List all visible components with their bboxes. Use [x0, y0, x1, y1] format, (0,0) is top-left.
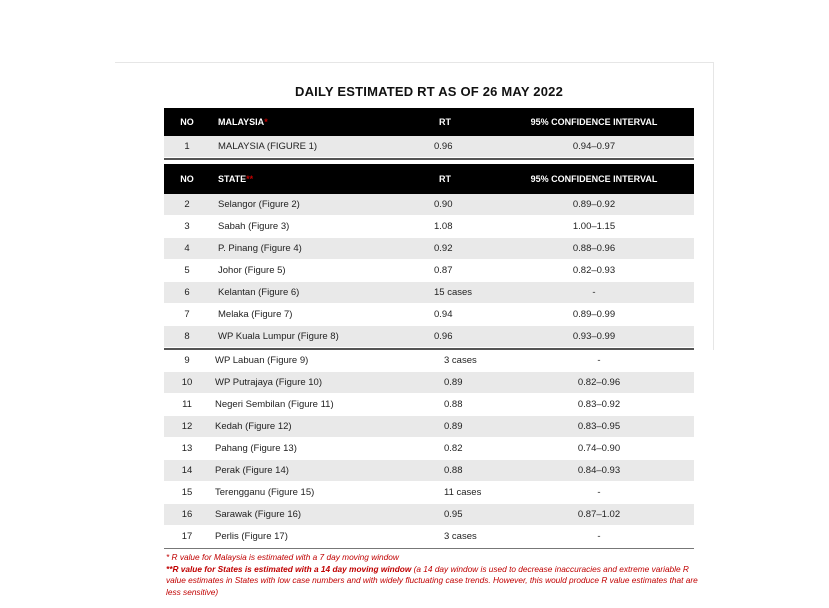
- table-row: [164, 460, 694, 482]
- table-row: [164, 304, 694, 326]
- row-no: 2: [184, 199, 190, 210]
- row-name: Perlis (Figure 17): [215, 531, 288, 542]
- row-no: 9: [184, 355, 190, 366]
- header-ci: 95% CONFIDENCE INTERVAL: [530, 174, 658, 184]
- row-rt: 11 cases: [444, 487, 482, 498]
- row-no: 17: [181, 531, 193, 542]
- row-rt: 0.96: [434, 331, 453, 342]
- row-name: Negeri Sembilan (Figure 11): [215, 399, 334, 410]
- row-ci: 0.89–0.99: [572, 309, 616, 320]
- row-name: Sarawak (Figure 16): [215, 509, 302, 520]
- table-row: [164, 526, 694, 548]
- row-no: 3: [184, 221, 190, 232]
- state-table: [164, 164, 694, 549]
- table-row: [164, 504, 694, 526]
- row-ci: -: [597, 355, 601, 366]
- row-name: WP Labuan (Figure 9): [215, 355, 309, 366]
- malaysia-table: [164, 108, 694, 160]
- malaysia-divider: [164, 158, 694, 160]
- table-row: [164, 282, 694, 304]
- malaysia-row: [164, 136, 694, 158]
- row-ci: 1.00–1.15: [572, 221, 616, 232]
- table-row: [164, 194, 694, 216]
- table-row: [164, 416, 694, 438]
- row-no: 1: [184, 141, 190, 152]
- row-rt: 0.82: [444, 443, 463, 454]
- state-asterisk: **: [246, 174, 254, 184]
- row-no: 4: [184, 243, 190, 254]
- row-name: MALAYSIA (FIGURE 1): [218, 141, 318, 152]
- row-rt: 0.88: [444, 399, 463, 410]
- panel-right-border: [713, 62, 714, 350]
- table-row: [164, 438, 694, 460]
- malaysia-asterisk: *: [264, 117, 268, 127]
- row-rt: 0.92: [434, 243, 453, 254]
- header-rt: RT: [439, 174, 451, 184]
- row-rt: 0.96: [434, 141, 453, 152]
- row-rt: 3 cases: [444, 355, 477, 366]
- row-ci: 0.74–0.90: [577, 443, 621, 454]
- row-ci: 0.87–1.02: [577, 509, 621, 520]
- row-no: 7: [184, 309, 190, 320]
- row-no: 13: [181, 443, 193, 454]
- table-row: [164, 216, 694, 238]
- row-ci: 0.88–0.96: [572, 243, 616, 254]
- table-row: [164, 238, 694, 260]
- row-name: Johor (Figure 5): [218, 265, 286, 276]
- row-ci: 0.84–0.93: [577, 465, 621, 476]
- row-ci: 0.94–0.97: [572, 141, 616, 152]
- panel-top-border: [115, 62, 714, 63]
- row-rt: 0.94: [434, 309, 453, 320]
- row-no: 16: [181, 509, 193, 520]
- state-table-bottom: [164, 548, 694, 549]
- row-rt: 15 cases: [434, 287, 473, 298]
- table-row: [164, 350, 694, 372]
- row-rt: 0.89: [444, 377, 463, 388]
- row-rt: 0.95: [444, 509, 463, 520]
- state-rows-group-a: [164, 194, 694, 348]
- row-name: Sabah (Figure 3): [218, 221, 290, 232]
- state-rows-group-b: [164, 350, 694, 548]
- row-name: Kelantan (Figure 6): [218, 287, 300, 298]
- row-no: 15: [181, 487, 193, 498]
- row-ci: -: [597, 487, 601, 498]
- header-no: NO: [180, 174, 194, 184]
- row-rt: 1.08: [434, 221, 453, 232]
- state-table-header: [164, 164, 694, 194]
- table-row: [164, 372, 694, 394]
- row-name: Terengganu (Figure 15): [215, 487, 315, 498]
- row-name: Kedah (Figure 12): [215, 421, 292, 432]
- row-ci: 0.93–0.99: [572, 331, 616, 342]
- footnote-malaysia: * R value for Malaysia is estimated with a 7 day moving window: [166, 552, 399, 562]
- row-ci: -: [597, 531, 601, 542]
- row-rt: 0.87: [434, 265, 453, 276]
- row-no: 5: [184, 265, 190, 276]
- row-rt: 3 cases: [444, 531, 477, 542]
- header-state: STATE**: [218, 174, 254, 184]
- footnotes: [166, 552, 706, 598]
- header-no: NO: [180, 117, 194, 127]
- row-name: WP Putrajaya (Figure 10): [215, 377, 323, 388]
- header-malaysia: MALAYSIA*: [218, 117, 268, 127]
- row-no: 10: [181, 377, 193, 388]
- row-no: 14: [181, 465, 193, 476]
- row-ci: -: [592, 287, 596, 298]
- row-ci: 0.89–0.92: [572, 199, 616, 210]
- row-ci: 0.82–0.93: [572, 265, 616, 276]
- row-name: P. Pinang (Figure 4): [218, 243, 302, 254]
- footnote-states: **R value for States is estimated with a 14 day moving window (a 14 day window is used to decrease inaccuracies and extreme variable R value estimates in States with low case numbers and with widely fluctuating case trends. However, this would produce R value estimates that are less sensitive): [166, 563, 698, 597]
- row-ci: 0.82–0.96: [577, 377, 621, 388]
- header-rt: RT: [439, 117, 451, 127]
- row-name: WP Kuala Lumpur (Figure 8): [218, 331, 339, 342]
- row-ci: 0.83–0.92: [577, 399, 621, 410]
- table-row: [164, 260, 694, 282]
- table-row: [164, 482, 694, 504]
- row-rt: 0.88: [444, 465, 463, 476]
- row-name: Perak (Figure 14): [215, 465, 289, 476]
- row-no: 12: [181, 421, 193, 432]
- malaysia-table-header: [164, 108, 694, 136]
- header-ci: 95% CONFIDENCE INTERVAL: [530, 117, 658, 127]
- table-row: [164, 394, 694, 416]
- table-row: [164, 326, 694, 348]
- row-rt: 0.90: [434, 199, 453, 210]
- row-rt: 0.89: [444, 421, 463, 432]
- page-title: DAILY ESTIMATED RT AS OF 26 MAY 2022: [295, 84, 563, 99]
- row-no: 6: [184, 287, 190, 298]
- row-name: Melaka (Figure 7): [218, 309, 293, 320]
- row-no: 11: [182, 399, 192, 410]
- row-no: 8: [184, 331, 190, 342]
- row-name: Pahang (Figure 13): [215, 443, 297, 454]
- row-name: Selangor (Figure 2): [218, 199, 300, 210]
- row-ci: 0.83–0.95: [577, 421, 621, 432]
